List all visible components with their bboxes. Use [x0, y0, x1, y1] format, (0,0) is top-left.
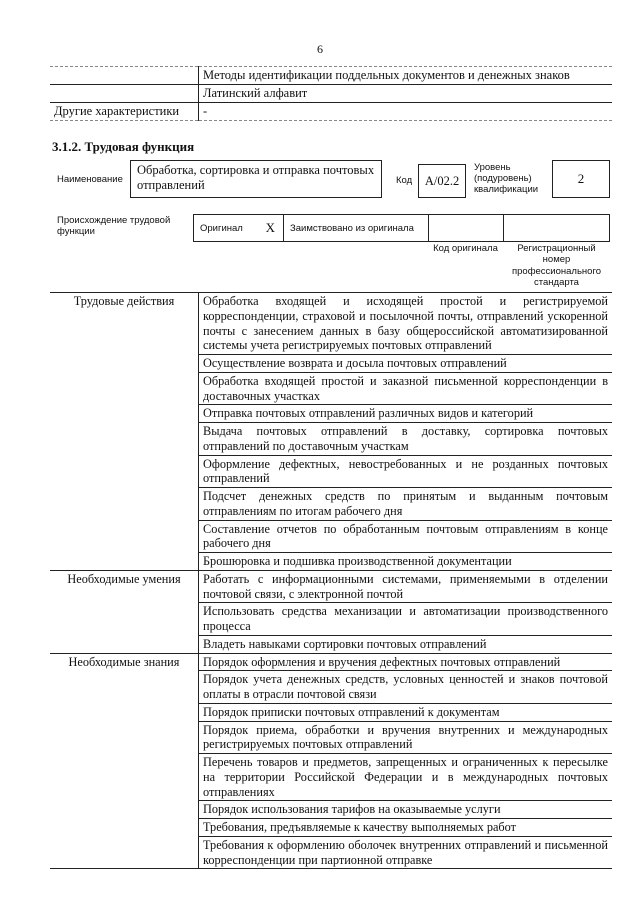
origin-table	[193, 214, 610, 242]
group-item: Осуществление возврата и досыла почтовых отправлений	[199, 355, 613, 373]
level-box	[552, 160, 610, 198]
continuation-item: Методы идентификации поддельных документов и денежных знаков	[199, 67, 613, 85]
code-value: А/02.2	[424, 173, 460, 188]
level-value: 2	[577, 171, 585, 186]
function-table	[50, 292, 612, 869]
group-item: Брошюровка и подшивка производственной документации	[199, 553, 613, 571]
group-item: Перечень товаров и предметов, запрещенных и ограниченных к пересылке на территории Российской Федерации и в международных почтовых отправлениях	[199, 754, 613, 801]
function-name: Обработка, сортировка и отправка почтовых отправлений	[137, 163, 375, 192]
original-label: Оригинал	[200, 222, 243, 234]
group-item: Порядок приема, обработки и вручения внутренних и международных регистрируемых почтовых отправлений	[199, 721, 613, 754]
table-row	[50, 85, 612, 103]
name-label: Наименование	[57, 174, 123, 185]
original-mark: X	[265, 220, 275, 235]
group-item: Порядок использования тарифов на оказываемые услуги	[199, 801, 613, 819]
table-row	[50, 653, 612, 671]
code-box	[418, 164, 466, 198]
group-item: Отправка почтовых отправлений различных видов и категорий	[199, 405, 613, 423]
group-item: Требования, предъявляемые к качеству выполняемых работ	[199, 819, 613, 837]
table-row	[50, 67, 612, 85]
group-title: Необходимые знания	[50, 653, 199, 869]
other-characteristics-value: -	[199, 103, 613, 121]
table-row	[50, 293, 612, 355]
continuation-table	[50, 66, 612, 121]
group-item: Порядок учета денежных средств, условных ценностей и знаков почтовой оплаты в отрасли почтовой связи	[199, 671, 613, 704]
function-name-box	[130, 160, 382, 198]
group-item: Выдача почтовых отправлений в доставку, сортировка почтовых отправлений по доставочным участкам	[199, 423, 613, 456]
regnum-cell	[504, 215, 609, 241]
group-item: Порядок приписки почтовых отправлений к документам	[199, 703, 613, 721]
original-code-cell	[429, 215, 504, 241]
borrowed-label: Заимствовано из оригинала	[290, 222, 414, 234]
group-item: Обработка входящей простой и заказной письменной корреспонденции в доставочных участках	[199, 372, 613, 405]
group-item: Обработка входящей и исходящей простой и регистрируемой корреспонденции, страховой и посылочной почты, отправлений ускоренной почты с занесением данных в базу общероссийской автоматизированной системы учета регистрируемых почтовых отправлений	[199, 293, 613, 355]
group-item: Использовать средства механизации и автоматизации производственного процесса	[199, 603, 613, 636]
group-item: Требования к оформлению оболочек внутренних отправлений и письменной корреспонденции при партионной отправке	[199, 836, 613, 869]
group-item: Владеть навыками сортировки почтовых отправлений	[199, 635, 613, 653]
group-title: Трудовые действия	[50, 293, 199, 571]
group-item: Подсчет денежных средств по принятым и выданным почтовым отправлениям по итогам рабочего дня	[199, 488, 613, 521]
continuation-item: Латинский алфавит	[199, 85, 613, 103]
regnum-caption: Регистрационный номер профессионального стандарта	[512, 243, 601, 289]
section-title: 3.1.2. Трудовая функция	[52, 139, 195, 154]
page-number: 6	[317, 42, 323, 56]
code-original-caption: Код оригинала	[433, 243, 498, 254]
group-title: Необходимые умения	[50, 570, 199, 653]
group-item: Составление отчетов по обработанным почтовым отправлениям в конце рабочего дня	[199, 520, 613, 553]
group-item: Оформление дефектных, невостребованных и не розданных почтовых отправлений	[199, 455, 613, 488]
code-label: Код	[396, 175, 413, 186]
table-row	[50, 103, 612, 121]
group-item: Порядок оформления и вручения дефектных почтовых отправлений	[199, 653, 613, 671]
level-label: Уровень (подуровень) квалификации	[474, 162, 539, 195]
origin-label: Происхождение трудовой функции	[57, 215, 171, 237]
other-characteristics-label: Другие характеристики	[50, 103, 199, 121]
group-item: Работать с информационными системами, применяемыми в отделении почтовой связи, с электронной почтой	[199, 570, 613, 603]
table-row	[50, 570, 612, 603]
